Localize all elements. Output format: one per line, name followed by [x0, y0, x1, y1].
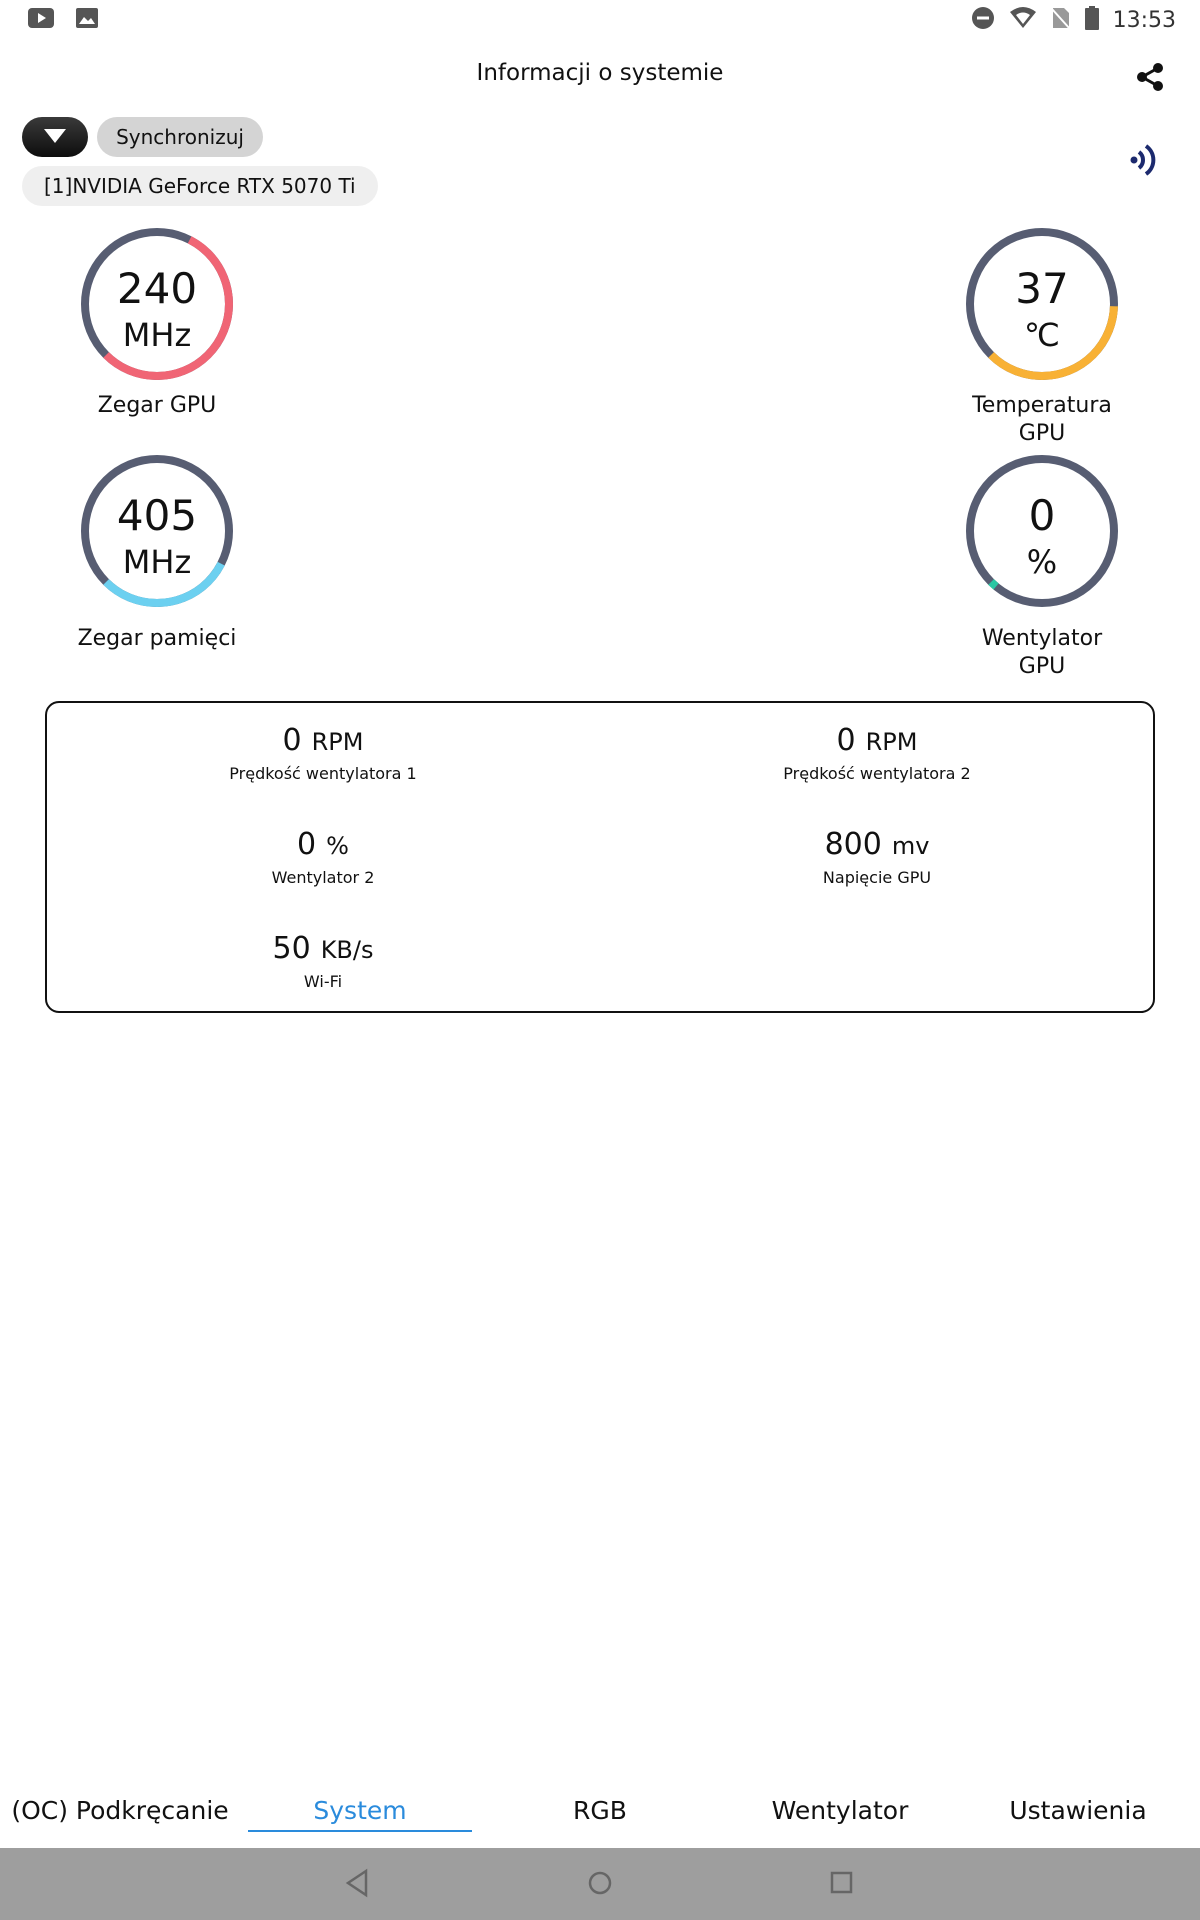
tab-overclocking[interactable]: (OC) Podkręcanie: [11, 1796, 229, 1825]
gpu-clock-unit: MHz: [122, 316, 192, 354]
gpu-voltage-cell: [677, 827, 1077, 887]
status-bar: [0, 0, 1200, 38]
wifi-signal-icon: [1009, 6, 1037, 34]
image-icon: [76, 8, 98, 32]
gpu-temp-label: [912, 392, 1172, 448]
gpu-selector[interactable]: [1]NVIDIA GeForce RTX 5070 Ti: [22, 166, 378, 206]
wireless-icon[interactable]: [1128, 140, 1162, 184]
no-sim-icon: [1051, 6, 1071, 34]
gpu-fan-label-line2: GPU: [1018, 654, 1066, 679]
navigation-bar: [0, 1848, 1200, 1920]
tab-rgb[interactable]: RGB: [573, 1796, 627, 1825]
active-tab-indicator: [248, 1830, 472, 1832]
wifi-value: 50: [272, 931, 311, 966]
gpu-voltage-label: Napięcie GPU: [822, 868, 932, 887]
fan2-speed-label: Prędkość wentylatora 2: [783, 764, 971, 783]
page-title: Informacji o systemie: [476, 60, 724, 86]
tab-system[interactable]: System: [313, 1796, 407, 1825]
triangle-down-icon: [44, 128, 66, 147]
fan1-speed-cell: [123, 723, 523, 783]
memory-clock-label: Zegar pamięci: [77, 626, 237, 651]
wifi-unit: KB/s: [320, 936, 374, 964]
fan2-percent-unit: %: [326, 832, 349, 860]
gpu-temp-unit: ℃: [1024, 316, 1060, 354]
gpu-clock-value: 240: [116, 264, 198, 313]
gpu-fan-label: [912, 625, 1172, 681]
fan2-speed-cell: [677, 723, 1077, 783]
gpu-temp-label-line2: GPU: [1018, 421, 1066, 446]
sync-button[interactable]: Synchronizuj: [97, 117, 263, 157]
tab-fan[interactable]: Wentylator: [771, 1796, 909, 1825]
details-panel: [45, 701, 1155, 1013]
fan1-speed-label: Prędkość wentylatora 1: [229, 764, 417, 783]
wifi-cell: [123, 931, 523, 991]
share-icon[interactable]: [1136, 62, 1164, 96]
gpu-voltage-value: 800: [824, 827, 882, 862]
gpu-temp-value: 37: [1015, 264, 1069, 313]
fan2-speed-value: 0: [836, 723, 856, 758]
battery-icon: [1085, 6, 1099, 34]
device-dropdown-button[interactable]: [22, 117, 88, 157]
gpu-fan-value: 0: [1028, 491, 1056, 540]
bottom-tab-bar: [0, 1782, 1200, 1846]
dnd-icon: [971, 6, 995, 34]
wifi-label: Wi-Fi: [303, 972, 343, 991]
fan2-speed-unit: RPM: [865, 728, 918, 756]
fan2-percent-value: 0: [297, 827, 317, 862]
home-icon[interactable]: [585, 1868, 615, 1902]
fan2-percent-cell: [123, 827, 523, 887]
status-time: 13:53: [1112, 7, 1176, 33]
memory-clock-unit: MHz: [122, 543, 192, 581]
gpu-voltage-unit: mv: [891, 832, 930, 860]
back-icon[interactable]: [344, 1868, 370, 1902]
fan2-percent-label: Wentylator 2: [271, 868, 375, 887]
youtube-icon: [28, 8, 54, 32]
fan1-speed-unit: RPM: [311, 728, 364, 756]
gpu-fan-unit: %: [1026, 543, 1058, 581]
gpu-temp-label-line1: Temperatura: [972, 393, 1112, 418]
gpu-fan-label-line1: Wentylator: [981, 626, 1103, 651]
memory-clock-value: 405: [116, 491, 198, 540]
fan1-speed-value: 0: [282, 723, 302, 758]
recents-icon[interactable]: [829, 1868, 855, 1902]
tab-settings[interactable]: Ustawienia: [1009, 1796, 1147, 1825]
gpu-clock-label: Zegar GPU: [97, 393, 217, 418]
